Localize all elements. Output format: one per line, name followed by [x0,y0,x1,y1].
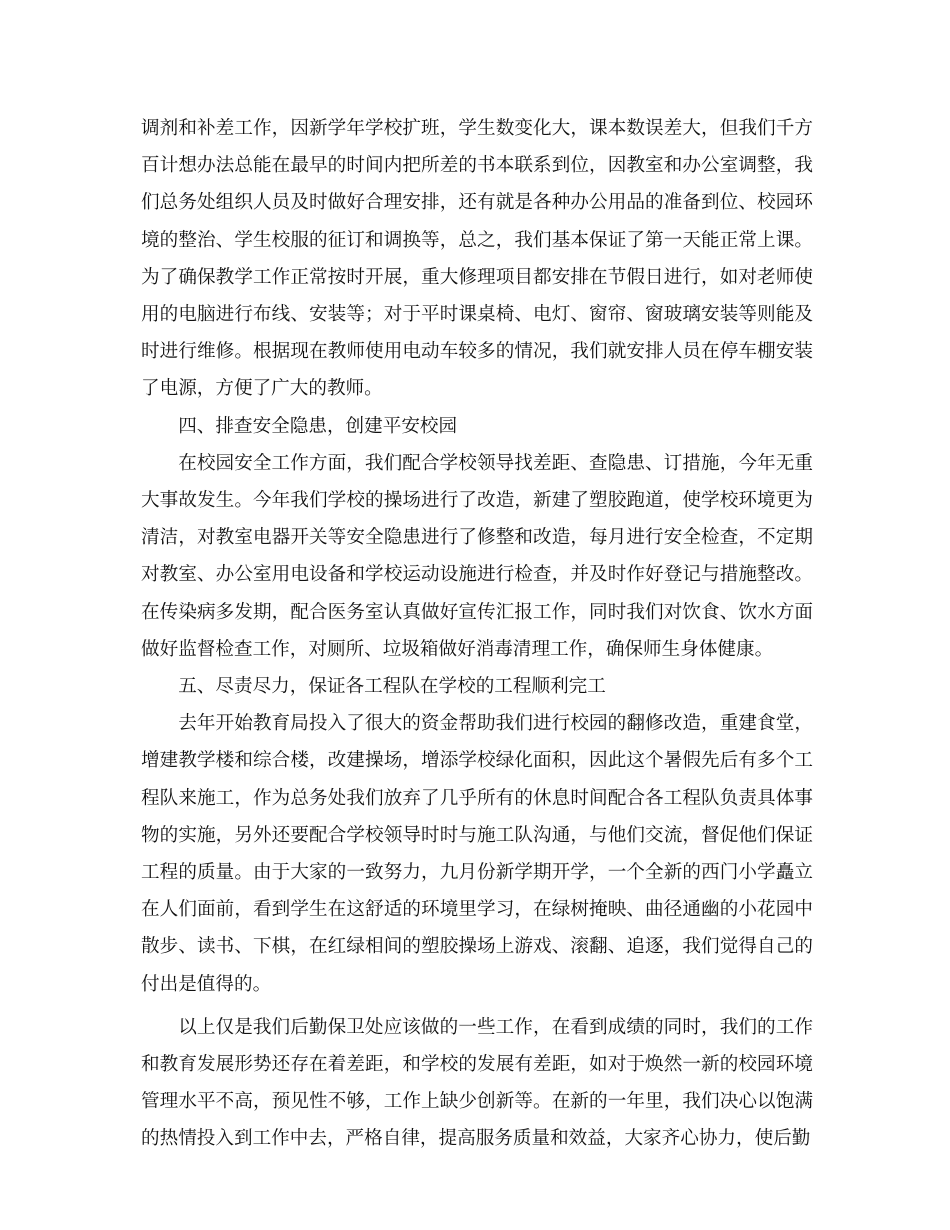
section-heading-construction: 五、尽责尽力，保证各工程队在学校的工程顺利完工 [178,676,606,698]
paragraph-logistics-work: 调剂和补差工作，因新学年学校扩班，学生数变化大，课本数误差大，但我们千方百计想办法总能在最早的时间内把所差的书本联系到位，因教室和办公室调整，我们总务处组织人员及时做好合理安排，还有就是各种办公用品的准备到位、校园环境的整治、学生校服的征订和调换等，总之，我们基本保证了第一天能正常上课。为了确保教学工作正常按时开展，重大修理项目都安排在节假日进行，如对老师使用的电脑进行布线、安装等；对于平时课桌椅、电灯、窗帘、窗玻璃安装等则能及时进行维修。根据现在教师使用电动车较多的情况，我们就安排人员在停车棚安装了电源，方便了广大的教师。 [141,118,813,400]
section-heading-safety: 四、排查安全隐患，创建平安校园 [178,415,458,437]
document-body [141,110,813,1158]
paragraph-conclusion: 以上仅是我们后勤保卫处应该做的一些工作，在看到成绩的同时，我们的工作和教育发展形势还存在着差距，和学校的发展有差距，如对于焕然一新的校园环境管理水平不高，预见性不够，工作上缺少创新等。在新的一年里，我们决心以饱满的热情投入到工作中去，严格自律，提高服务质量和效益，大家齐心协力，使后勤 [141,1016,813,1150]
paragraph-campus-safety: 在校园安全工作方面，我们配合学校领导找差距、查隐患、订措施，今年无重大事故发生。今年我们学校的操场进行了改造，新建了塑胶跑道，使学校环境更为清洁，对教室电器开关等安全隐患进行了修整和改造，每月进行安全检查，不定期对教室、办公室用电设备和学校运动设施进行检查，并及时作好登记与措施整改。在传染病多发期，配合医务室认真做好宣传汇报工作，同时我们对饮食、饮水方面做好监督检查工作，对厕所、垃圾箱做好消毒清理工作，确保师生身体健康。 [141,452,813,660]
paragraph-construction-work: 去年开始教育局投入了很大的资金帮助我们进行校园的翻修改造，重建食堂，增建教学楼和综合楼，改建操场，增添学校绿化面积，因此这个暑假先后有多个工程队来施工，作为总务处我们放弃了几乎所有的休息时间配合各工程队负责具体事物的实施，另外还要配合学校领导时时与施工队沟通，与他们交流，督促他们保证工程的质量。由于大家的一致努力，九月份新学期开学，一个全新的西门小学矗立在人们面前，看到学生在这舒适的环境里学习，在绿树掩映、曲径通幽的小花园中散步、读书、下棋，在红绿相间的塑胶操场上游戏、滚翻、追逐，我们觉得自己的付出是值得的。 [141,713,813,995]
